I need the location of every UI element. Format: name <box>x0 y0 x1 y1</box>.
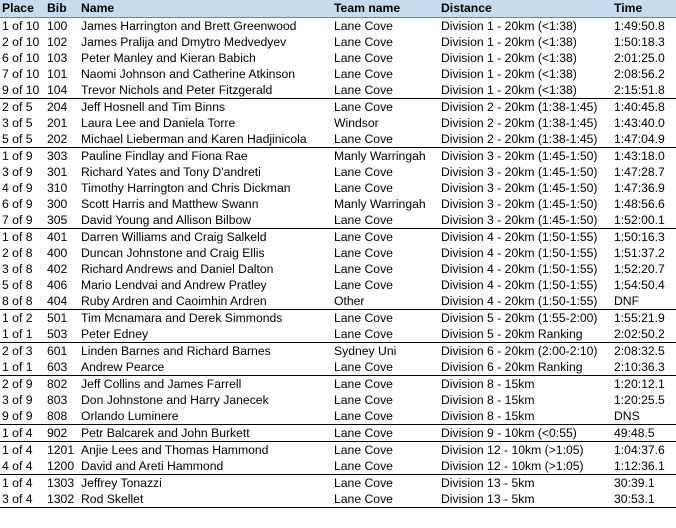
place-cell: 2 of 8 <box>2 246 33 260</box>
distance-cell: Division 6 - 20km Ranking <box>439 359 612 376</box>
distance-cell: Division 2 - 20km (1:38-1:45) <box>441 100 598 114</box>
table-row <box>0 293 676 310</box>
team-cell: Lane Cove <box>334 311 393 325</box>
name-cell: Petr Balcarek and John Burkett <box>79 425 332 442</box>
bib-cell: 310 <box>47 181 68 195</box>
time-cell: 1:52:20.7 <box>614 262 665 276</box>
table-row <box>0 148 676 165</box>
name-cell: Richard Andrews and Daniel Dalton <box>81 262 274 276</box>
time-cell: 2:08:32.5 <box>614 344 665 358</box>
bib-cell: 1302 <box>45 491 79 508</box>
table-row <box>0 359 676 376</box>
distance-cell: Division 13 - 5km <box>441 476 535 490</box>
distance-cell: Division 4 - 20km (1:50-1:55) <box>439 293 612 310</box>
team-cell: Sydney Uni <box>334 344 397 358</box>
distance-cell: Division 4 - 20km (1:50-1:55) <box>441 278 598 292</box>
table-row <box>0 164 676 180</box>
table-row <box>0 310 676 327</box>
bib-cell: 301 <box>47 165 68 179</box>
name-cell: Laura Lee and Daniela Torre <box>81 116 236 130</box>
bib-cell: 201 <box>47 116 68 130</box>
team-cell: Lane Cove <box>334 67 393 81</box>
time-cell: 1:40:45.8 <box>614 100 665 114</box>
place-cell: 1 of 1 <box>0 326 45 343</box>
place-cell: 1 of 10 <box>2 19 40 33</box>
name-cell: Darren Williams and Craig Salkeld <box>81 230 267 244</box>
team-cell: Lane Cove <box>334 377 393 391</box>
table-row <box>0 212 676 229</box>
table-row <box>0 245 676 261</box>
team-cell: Lane Cove <box>334 51 393 65</box>
bib-cell: 802 <box>47 377 68 391</box>
bib-cell: 100 <box>47 19 68 33</box>
time-cell: 2:08:56.2 <box>614 67 665 81</box>
time-cell: 1:43:18.0 <box>614 149 665 163</box>
name-cell: Jeffrey Tonazzi <box>81 476 162 490</box>
time-cell: 1:20:25.5 <box>614 393 665 407</box>
team-cell: Lane Cove <box>334 100 393 114</box>
team-cell: Lane Cove <box>332 212 439 229</box>
table-row <box>0 326 676 343</box>
team-cell: Lane Cove <box>332 491 439 508</box>
team-cell: Lane Cove <box>334 230 393 244</box>
time-cell: 1:43:40.0 <box>614 116 665 130</box>
distance-cell: Division 5 - 20km Ranking <box>439 326 612 343</box>
team-cell: Lane Cove <box>334 165 393 179</box>
team-cell: Lane Cove <box>334 246 393 260</box>
distance-cell: Division 1 - 20km (<1:38) <box>439 82 612 99</box>
bib-cell: 102 <box>47 35 68 49</box>
time-cell: 1:51:37.2 <box>614 246 665 260</box>
team-cell: Lane Cove <box>334 181 393 195</box>
distance-cell: Division 8 - 15km <box>439 408 612 425</box>
place-cell: 3 of 9 <box>2 393 33 407</box>
col-header-distance: Distance <box>439 0 612 18</box>
name-cell: David and Areti Hammond <box>79 458 332 475</box>
name-cell: Pauline Findlay and Fiona Rae <box>81 149 248 163</box>
table-row <box>0 425 676 442</box>
table-row <box>0 458 676 475</box>
name-cell: Michael Lieberman and Karen Hadjinicola <box>79 131 332 148</box>
col-header-place: Place <box>0 0 45 18</box>
table-row <box>0 18 676 35</box>
team-cell: Lane Cove <box>334 19 393 33</box>
bib-cell: 305 <box>45 212 79 229</box>
col-header-time: Time <box>612 0 676 18</box>
place-cell: 2 of 5 <box>2 100 33 114</box>
bib-cell: 404 <box>45 293 79 310</box>
distance-cell: Division 3 - 20km (1:45-1:50) <box>441 149 598 163</box>
place-cell: 8 of 8 <box>0 293 45 310</box>
team-cell: Lane Cove <box>332 458 439 475</box>
bib-cell: 1201 <box>47 443 75 457</box>
time-cell: 1:49:50.8 <box>614 19 665 33</box>
table-row <box>0 261 676 277</box>
name-cell: Don Johnstone and Harry Janecek <box>81 393 269 407</box>
team-cell: Lane Cove <box>332 326 439 343</box>
distance-cell: Division 1 - 20km (<1:38) <box>441 51 577 65</box>
bib-cell: 902 <box>45 425 79 442</box>
name-cell: Linden Barnes and Richard Barnes <box>81 344 271 358</box>
time-cell: 1:47:36.9 <box>614 181 665 195</box>
place-cell: 6 of 10 <box>2 51 40 65</box>
place-cell: 2 of 3 <box>2 344 33 358</box>
team-cell: Lane Cove <box>332 425 439 442</box>
table-row <box>0 229 676 246</box>
name-cell: Trevor Nichols and Peter Fitzgerald <box>79 82 332 99</box>
table-row <box>0 491 676 508</box>
name-cell: Peter Edney <box>79 326 332 343</box>
name-cell: Mario Lendvai and Andrew Pratley <box>81 278 267 292</box>
bib-cell: 601 <box>47 344 68 358</box>
bib-cell: 204 <box>47 100 68 114</box>
bib-cell: 501 <box>47 311 68 325</box>
bib-cell: 402 <box>47 262 68 276</box>
distance-cell: Division 2 - 20km (1:38-1:45) <box>441 116 598 130</box>
distance-cell: Division 1 - 20km (<1:38) <box>441 19 577 33</box>
time-cell: 30:39.1 <box>614 476 655 490</box>
distance-cell: Division 6 - 20km (2:00-2:10) <box>441 344 598 358</box>
name-cell: Peter Manley and Kieran Babich <box>81 51 256 65</box>
distance-cell: Division 2 - 20km (1:38-1:45) <box>439 131 612 148</box>
bib-cell: 101 <box>47 67 68 81</box>
place-cell: 1 of 2 <box>2 311 33 325</box>
col-header-name: Name <box>79 0 332 18</box>
place-cell: 3 of 5 <box>2 116 33 130</box>
distance-cell: Division 3 - 20km (1:45-1:50) <box>441 197 598 211</box>
distance-cell: Division 1 - 20km (<1:38) <box>441 35 577 49</box>
place-cell: 1 of 4 <box>2 476 33 490</box>
name-cell: James Pralija and Dmytro Medvedyev <box>81 35 287 49</box>
team-cell: Other <box>332 293 439 310</box>
table-row <box>0 196 676 212</box>
place-cell: 2 of 10 <box>2 35 40 49</box>
bib-cell: 103 <box>47 51 68 65</box>
bib-cell: 202 <box>45 131 79 148</box>
name-cell: Jeff Hosnell and Tim Binns <box>81 100 226 114</box>
time-cell: 1:52:00.1 <box>612 212 676 229</box>
team-cell: Lane Cove <box>332 408 439 425</box>
time-cell: DNS <box>612 408 676 425</box>
time-cell: 1:04:37.6 <box>614 443 665 457</box>
bib-cell: 503 <box>45 326 79 343</box>
team-cell: Lane Cove <box>332 131 439 148</box>
distance-cell: Division 5 - 20km (1:55-2:00) <box>441 311 598 325</box>
team-cell: Lane Cove <box>334 443 393 457</box>
table-row <box>0 99 676 116</box>
place-cell: 9 of 9 <box>0 408 45 425</box>
name-cell: Naomi Johnson and Catherine Atkinson <box>81 67 296 81</box>
time-cell: 2:02:50.2 <box>612 326 676 343</box>
distance-cell: Division 8 - 15km <box>441 377 535 391</box>
bib-cell: 303 <box>47 149 68 163</box>
place-cell: 7 of 10 <box>2 67 40 81</box>
name-cell: Anjie Lees and Thomas Hammond <box>81 443 269 457</box>
name-cell: Orlando Luminere <box>79 408 332 425</box>
table-row <box>0 475 676 492</box>
distance-cell: Division 3 - 20km (1:45-1:50) <box>441 165 598 179</box>
name-cell: Andrew Pearce <box>79 359 332 376</box>
distance-cell: Division 12 - 10km (>1:05) <box>439 458 612 475</box>
bib-cell: 406 <box>47 278 68 292</box>
distance-cell: Division 1 - 20km (<1:38) <box>441 67 577 81</box>
bib-cell: 808 <box>45 408 79 425</box>
name-cell: Jeff Collins and James Farrell <box>81 377 242 391</box>
results-body <box>0 18 676 508</box>
table-row <box>0 180 676 196</box>
place-cell: 1 of 1 <box>0 359 45 376</box>
time-cell: 2:01:25.0 <box>614 51 665 65</box>
place-cell: 4 of 4 <box>0 458 45 475</box>
place-cell: 5 of 8 <box>2 278 33 292</box>
bib-cell: 400 <box>47 246 68 260</box>
distance-cell: Division 3 - 20km (1:45-1:50) <box>441 181 598 195</box>
time-cell: 2:10:36.3 <box>612 359 676 376</box>
distance-cell: Division 9 - 10km (<0:55) <box>439 425 612 442</box>
header-row <box>0 0 676 18</box>
table-row <box>0 343 676 360</box>
name-cell: James Harrington and Brett Greenwood <box>81 19 297 33</box>
bib-cell: 401 <box>47 230 68 244</box>
col-header-team: Team name <box>332 0 439 18</box>
place-cell: 9 of 10 <box>0 82 45 99</box>
distance-cell: Division 4 - 20km (1:50-1:55) <box>441 230 598 244</box>
team-cell: Lane Cove <box>334 393 393 407</box>
place-cell: 6 of 9 <box>2 197 33 211</box>
table-row <box>0 115 676 131</box>
team-cell: Manly Warringah <box>334 149 426 163</box>
name-cell: Ruby Ardren and Caoimhin Ardren <box>79 293 332 310</box>
team-cell: Lane Cove <box>334 35 393 49</box>
distance-cell: Division 4 - 20km (1:50-1:55) <box>441 262 598 276</box>
time-cell: 1:50:18.3 <box>614 35 665 49</box>
place-cell: 3 of 4 <box>0 491 45 508</box>
place-cell: 5 of 5 <box>0 131 45 148</box>
time-cell: 1:54:50.4 <box>614 278 665 292</box>
table-row <box>0 82 676 99</box>
table-row <box>0 277 676 293</box>
place-cell: 4 of 9 <box>2 181 33 195</box>
time-cell: 1:47:28.7 <box>614 165 665 179</box>
table-row <box>0 50 676 66</box>
distance-cell: Division 13 - 5km <box>439 491 612 508</box>
table-row <box>0 376 676 393</box>
place-cell: 1 of 9 <box>2 149 33 163</box>
table-row <box>0 66 676 82</box>
bib-cell: 1200 <box>45 458 79 475</box>
table-row <box>0 131 676 148</box>
name-cell: Duncan Johnstone and Craig Ellis <box>81 246 265 260</box>
team-cell: Lane Cove <box>332 359 439 376</box>
team-cell: Lane Cove <box>334 476 393 490</box>
team-cell: Lane Cove <box>334 262 393 276</box>
place-cell: 3 of 8 <box>2 262 33 276</box>
time-cell: 1:47:04.9 <box>612 131 676 148</box>
bib-cell: 104 <box>45 82 79 99</box>
time-cell: 1:20:12.1 <box>614 377 665 391</box>
time-cell: DNF <box>612 293 676 310</box>
time-cell: 2:15:51.8 <box>612 82 676 99</box>
table-row <box>0 408 676 425</box>
place-cell: 1 of 8 <box>2 230 33 244</box>
name-cell: Tim Mcnamara and Derek Simmonds <box>81 311 283 325</box>
table-row <box>0 34 676 50</box>
place-cell: 1 of 4 <box>0 425 45 442</box>
time-cell: 1:50:16.3 <box>614 230 665 244</box>
distance-cell: Division 4 - 20km (1:50-1:55) <box>441 246 598 260</box>
bib-cell: 1303 <box>47 476 75 490</box>
distance-cell: Division 3 - 20km (1:45-1:50) <box>439 212 612 229</box>
distance-cell: Division 8 - 15km <box>441 393 535 407</box>
place-cell: 7 of 9 <box>0 212 45 229</box>
time-cell: 49:48.5 <box>612 425 676 442</box>
place-cell: 2 of 9 <box>2 377 33 391</box>
time-cell: 30:53.1 <box>612 491 676 508</box>
bib-cell: 803 <box>47 393 68 407</box>
time-cell: 1:12:36.1 <box>612 458 676 475</box>
time-cell: 1:55:21.9 <box>614 311 665 325</box>
place-cell: 3 of 9 <box>2 165 33 179</box>
name-cell: Rod Skellet <box>79 491 332 508</box>
table-row <box>0 442 676 459</box>
place-cell: 1 of 4 <box>2 443 33 457</box>
name-cell: Timothy Harrington and Chris Dickman <box>81 181 291 195</box>
time-cell: 1:48:56.6 <box>614 197 665 211</box>
col-header-bib: Bib <box>45 0 79 18</box>
bib-cell: 300 <box>47 197 68 211</box>
name-cell: Scott Harris and Matthew Swann <box>81 197 259 211</box>
bib-cell: 603 <box>45 359 79 376</box>
name-cell: Richard Yates and Tony D'andreti <box>81 165 261 179</box>
distance-cell: Division 12 - 10km (>1:05) <box>441 443 584 457</box>
table-row <box>0 392 676 408</box>
team-cell: Lane Cove <box>334 278 393 292</box>
team-cell: Lane Cove <box>332 82 439 99</box>
team-cell: Windsor <box>334 116 379 130</box>
name-cell: David Young and Allison Bilbow <box>79 212 332 229</box>
team-cell: Manly Warringah <box>334 197 426 211</box>
